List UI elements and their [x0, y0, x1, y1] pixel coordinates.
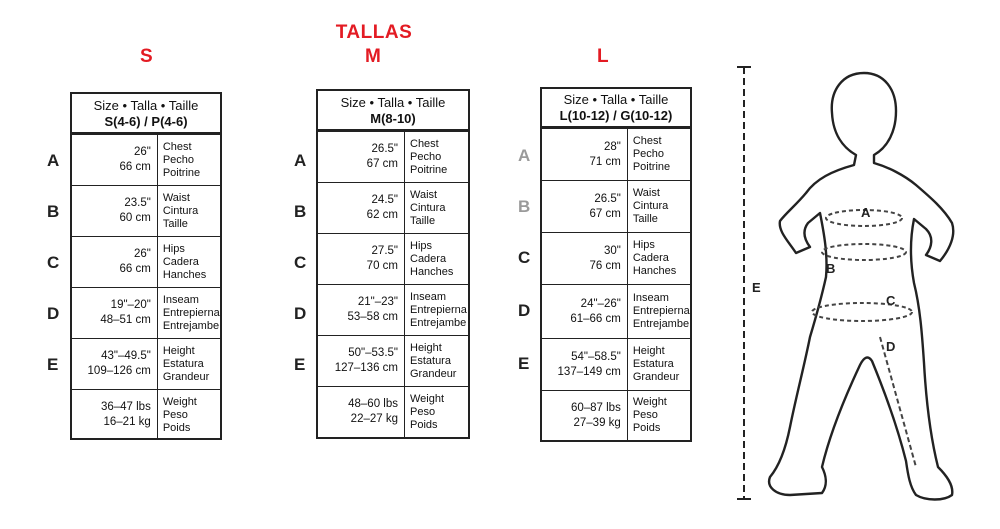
figure-label-c: C [886, 293, 896, 308]
value-metric: 70 cm [366, 260, 398, 272]
hips-row [318, 233, 468, 284]
height-row [318, 335, 468, 386]
value-in: 27.5" [371, 245, 398, 257]
value-in: 21"–23" [357, 296, 398, 308]
label-es: Cadera [632, 252, 669, 264]
inseam-row [72, 287, 220, 338]
chest-row [318, 131, 468, 182]
value-imperial: 60–87 lbs [570, 401, 621, 414]
hips-row [72, 236, 220, 287]
value-in: 50"–53.5" [348, 347, 398, 359]
label-fr: Entrejambe [162, 319, 220, 332]
row-letter-a: A [294, 151, 307, 170]
value-in: 28" [603, 140, 621, 153]
row-letter-b: B [47, 202, 60, 221]
waist-row [318, 182, 468, 233]
header-label: Size • Talla • Taille [93, 97, 199, 113]
label-es: Pecho [410, 150, 442, 163]
weight-row [72, 389, 220, 440]
label-es: Peso [632, 409, 658, 421]
size-heading-m: M [365, 46, 381, 67]
label-es: Cintura [410, 201, 446, 214]
label-fr: Poitrine [410, 163, 448, 176]
label-es: Peso [162, 408, 188, 421]
label-en: Waist [632, 187, 660, 199]
row-letter-c: C [518, 248, 531, 267]
label-en: Weight [162, 395, 197, 408]
value-in: 26" [133, 248, 151, 260]
label-es: Cadera [162, 255, 199, 268]
size-chart-m [316, 89, 470, 439]
size-code: M(8-10) [370, 110, 416, 126]
header-label: Size • Talla • Taille [340, 94, 446, 110]
label-es: Pecho [632, 148, 665, 160]
size-heading-s: S [140, 46, 153, 67]
label-fr: Hanches [410, 265, 454, 278]
value-in: 30" [603, 244, 621, 257]
row-letter-b: B [294, 202, 307, 221]
value-metric: 66 cm [119, 161, 151, 173]
weight-row [542, 390, 690, 440]
value-in: 26" [133, 146, 151, 158]
label-fr: Poids [410, 418, 438, 431]
size-chart-l [540, 87, 692, 442]
label-fr: Taille [632, 213, 658, 225]
value-metric: 109–126 cm [87, 365, 151, 377]
label-es: Peso [410, 405, 436, 418]
chest-row [542, 128, 690, 180]
label-fr: Poitrine [632, 161, 671, 173]
label-fr: Hanches [162, 268, 207, 281]
figure-label-b: B [826, 261, 836, 276]
page-title: TALLAS [335, 22, 413, 43]
value-metric: 16–21 kg [103, 416, 151, 428]
row-letter-d: D [518, 301, 531, 320]
value-metric: 27–39 kg [573, 416, 621, 429]
label-en: Chest [410, 137, 439, 150]
size-code: L(10-12) / G(10-12) [559, 108, 673, 123]
value-in: 43"–49.5" [101, 350, 151, 362]
value-metric: 137–149 cm [557, 365, 621, 378]
value-imperial: 48–60 lbs [348, 398, 398, 410]
label-en: Inseam [632, 292, 669, 304]
label-fr: Taille [162, 217, 188, 230]
waist-row [542, 180, 690, 232]
row-letter-b: B [518, 197, 531, 216]
label-en: Waist [410, 188, 438, 201]
row-letter-e: E [518, 354, 530, 373]
value-imperial: 36–47 lbs [100, 401, 151, 413]
label-es: Entrepierna [632, 305, 690, 317]
value-metric: 48–51 cm [100, 314, 151, 326]
waist-row [72, 185, 220, 236]
label-es: Pecho [162, 153, 195, 166]
label-en: Waist [162, 191, 190, 204]
value-metric: 53–58 cm [347, 311, 398, 323]
value-metric: 66 cm [119, 263, 151, 275]
label-es: Estatura [410, 354, 451, 367]
label-fr: Poids [162, 421, 191, 434]
row-letter-d: D [47, 304, 60, 323]
value-metric: 67 cm [589, 207, 621, 220]
chest-row [72, 134, 220, 185]
row-letter-a: A [518, 146, 531, 165]
figure-label-e: E [752, 280, 761, 295]
weight-row [318, 386, 468, 437]
row-letter-c: C [47, 253, 60, 272]
label-en: Hips [410, 239, 433, 252]
label-fr: Entrejambe [632, 318, 690, 330]
header-label: Size • Talla • Taille [563, 92, 669, 107]
child-body-outline [769, 73, 953, 500]
label-en: Height [162, 344, 195, 357]
label-es: Entrepierna [162, 306, 220, 319]
size-chart-header [318, 91, 468, 131]
value-metric: 67 cm [366, 158, 398, 170]
label-en: Height [632, 345, 665, 357]
value-in: 26.5" [371, 143, 398, 155]
value-metric: 62 cm [366, 209, 398, 221]
size-chart-header [542, 89, 690, 128]
label-fr: Grandeur [410, 367, 457, 380]
figure-label-a: A [861, 205, 871, 220]
label-en: Inseam [410, 290, 447, 303]
label-en: Chest [632, 135, 662, 147]
row-letter-d: D [294, 304, 307, 323]
label-en: Hips [162, 242, 185, 255]
value-metric: 61–66 cm [570, 312, 621, 325]
value-in: 23.5" [124, 197, 151, 209]
label-en: Weight [410, 392, 445, 405]
size-chart-s [70, 92, 222, 440]
height-row [72, 338, 220, 389]
value-in: 54"–58.5" [571, 350, 621, 363]
value-metric: 71 cm [589, 155, 621, 168]
value-in: 26.5" [594, 192, 621, 205]
row-letter-c: C [294, 253, 307, 272]
label-fr: Poids [632, 422, 661, 434]
label-en: Inseam [162, 293, 199, 306]
figure-label-d: D [886, 339, 896, 354]
label-es: Entrepierna [410, 303, 467, 316]
value-in: 24.5" [371, 194, 398, 206]
label-es: Cadera [410, 252, 447, 265]
value-metric: 76 cm [589, 259, 621, 272]
label-fr: Entrejambe [410, 316, 467, 329]
hips-row [542, 232, 690, 284]
label-es: Estatura [162, 357, 204, 370]
label-en: Chest [162, 140, 192, 153]
label-es: Estatura [632, 358, 674, 370]
row-letter-e: E [294, 355, 306, 374]
size-heading-l: L [597, 46, 609, 67]
value-in: 19"–20" [110, 299, 151, 311]
label-en: Weight [632, 396, 667, 408]
label-en: Hips [632, 239, 655, 251]
label-fr: Taille [410, 214, 436, 227]
value-in: 24"–26" [580, 297, 621, 310]
height-row [542, 338, 690, 390]
label-es: Cintura [162, 204, 199, 217]
value-metric: 127–136 cm [334, 362, 398, 374]
inseam-row [542, 284, 690, 338]
label-fr: Poitrine [162, 166, 201, 179]
value-metric: 60 cm [119, 212, 151, 224]
label-es: Cintura [632, 200, 669, 212]
label-fr: Grandeur [632, 371, 680, 383]
inseam-row [318, 284, 468, 335]
row-letter-a: A [47, 151, 60, 170]
label-fr: Grandeur [162, 370, 210, 383]
size-chart-header [72, 94, 220, 134]
size-code: S(4-6) / P(4-6) [104, 113, 188, 129]
child-measurement-figure [730, 55, 1000, 529]
value-metric: 22–27 kg [350, 413, 398, 425]
label-en: Height [410, 341, 442, 354]
row-letter-e: E [47, 355, 59, 374]
label-fr: Hanches [632, 265, 677, 277]
